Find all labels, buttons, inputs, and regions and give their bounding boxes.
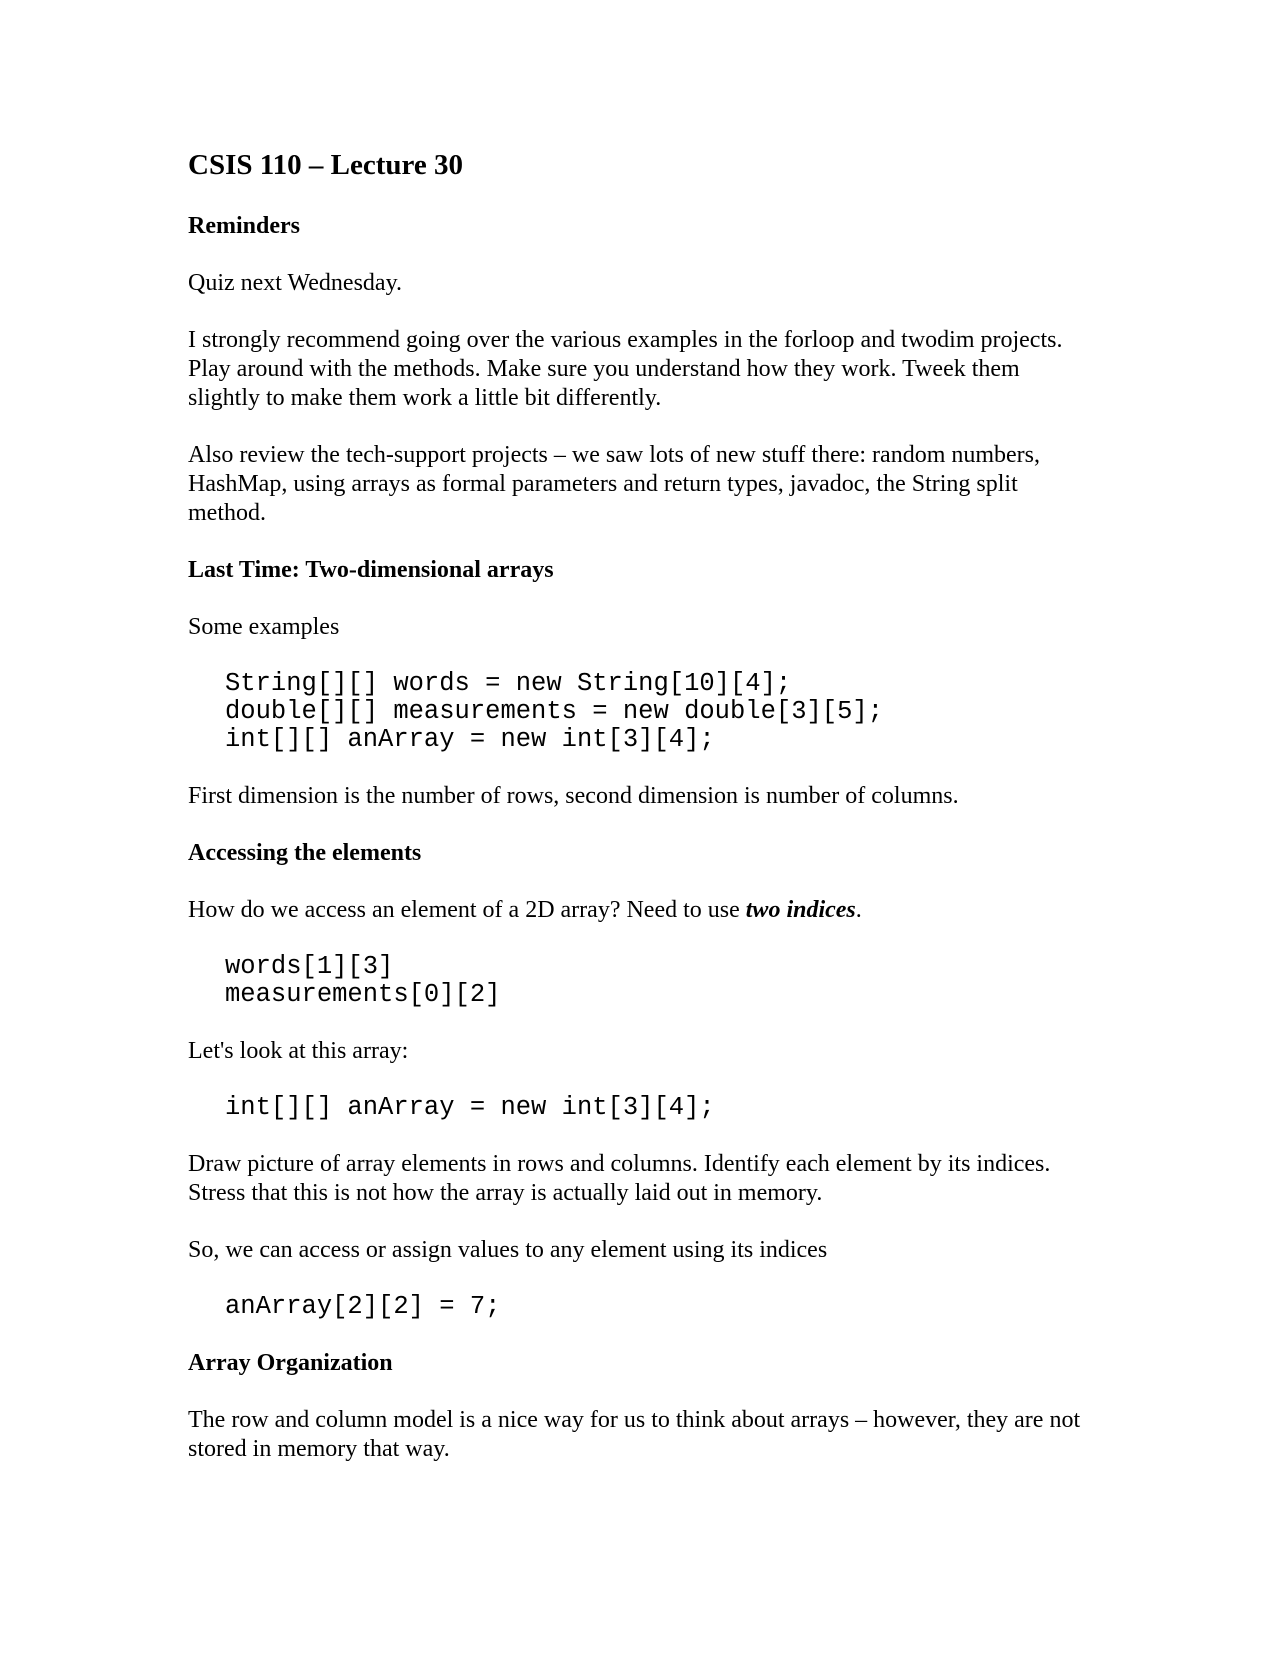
code-line: measurements[0][2] (225, 980, 501, 1009)
review-paragraph: Also review the tech-support projects – we saw lots of new stuff there: random numbers, HashMap, using arrays as formal parameters and return types, javadoc, the String split method. (188, 442, 1041, 526)
last-time-heading: Last Time: Two-dimensional arrays (188, 557, 554, 583)
look-paragraph: Let's look at this array: (188, 1038, 409, 1064)
assign-paragraph: So, we can access or assign values to any element using its indices (188, 1237, 828, 1263)
access-code-block (225, 953, 1088, 1009)
access-question (188, 896, 1088, 925)
lecture-notes-page (188, 148, 1088, 1492)
page-title: CSIS 110 – Lecture 30 (188, 149, 463, 181)
reminders-heading: Reminders (188, 213, 300, 239)
accessing-heading: Accessing the elements (188, 840, 422, 866)
code-line: String[][] words = new String[10][4]; (225, 669, 792, 698)
assign-code-block (225, 1293, 1088, 1321)
organization-heading: Array Organization (188, 1350, 393, 1376)
array-code-block (225, 1094, 1088, 1122)
access-question-end: . (855, 897, 862, 923)
code-line: int[][] anArray = new int[3][4]; (225, 725, 715, 754)
quiz-reminder: Quiz next Wednesday. (188, 270, 403, 296)
recommend-paragraph: I strongly recommend going over the various examples in the forloop and twodim projects. Play around with the methods. Make sure you understand how they work. Tweek them slightly to make them work a little bit differently. (188, 327, 1063, 411)
code-line: int[][] anArray = new int[3][4]; (225, 1093, 715, 1122)
two-indices-emphasis: two indices (745, 897, 856, 923)
access-question-text: How do we access an element of a 2D array? Need to use (188, 897, 746, 923)
code-line: double[][] measurements = new double[3][5]; (225, 697, 884, 726)
organization-paragraph: The row and column model is a nice way for us to think about arrays – however, they are not stored in memory that way. (188, 1407, 1081, 1462)
code-line: anArray[2][2] = 7; (225, 1292, 501, 1321)
examples-intro: Some examples (188, 614, 340, 640)
declaration-code-block (225, 670, 1088, 754)
dimensions-paragraph: First dimension is the number of rows, second dimension is number of columns. (188, 783, 959, 809)
code-line: words[1][3] (225, 952, 394, 981)
draw-paragraph: Draw picture of array elements in rows and columns. Identify each element by its indices. Stress that this is not how the array is actually laid out in memory. (188, 1151, 1051, 1206)
